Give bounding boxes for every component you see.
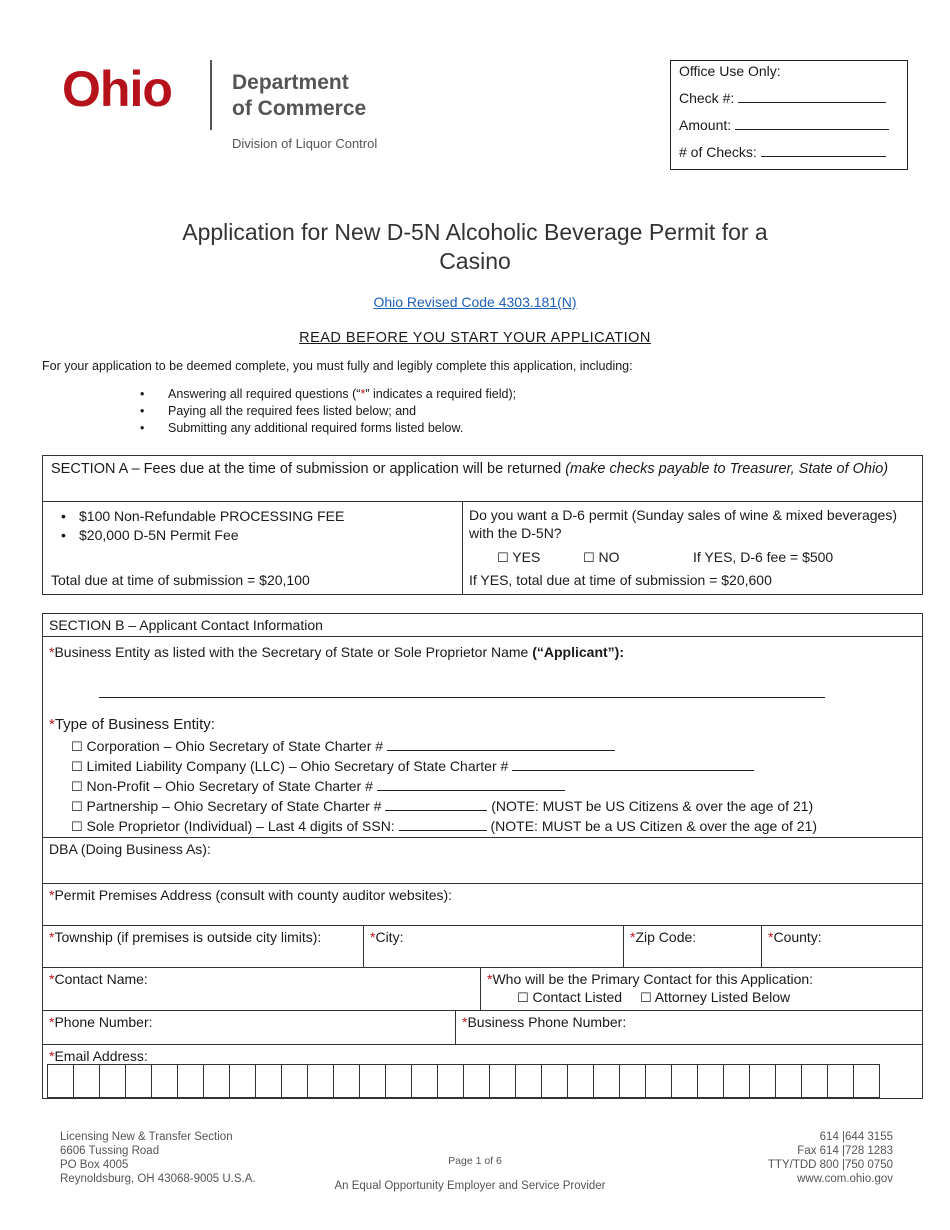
email-label: Email Address: <box>54 1048 148 1064</box>
business-entity-cell <box>42 636 923 838</box>
email-box <box>229 1064 256 1098</box>
phone-cell[interactable]: *Phone Number: <box>42 1010 456 1045</box>
amount-row: Amount: <box>679 117 889 133</box>
business-entity-field[interactable] <box>99 697 825 698</box>
corporation-charter-field[interactable] <box>387 736 615 751</box>
email-box <box>463 1064 490 1098</box>
email-box <box>255 1064 282 1098</box>
premises-label: Permit Premises Address (consult with county auditor websites): <box>54 887 453 903</box>
email-box <box>541 1064 568 1098</box>
business-phone-cell[interactable]: *Business Phone Number: <box>455 1010 923 1045</box>
checkbox[interactable]: ☐ <box>71 820 83 835</box>
email-box <box>411 1064 438 1098</box>
d6-total: If YES, total due at time of submission = $20,600 <box>469 572 772 588</box>
email-box <box>593 1064 620 1098</box>
email-cell: *Email Address: <box>42 1044 923 1099</box>
primary-contact-cell <box>480 967 923 1011</box>
fees-cell <box>43 502 463 595</box>
equal-opportunity-text: An Equal Opportunity Employer and Service Provider <box>334 1180 606 1192</box>
attorney-listed-option[interactable]: ☐ Attorney Listed Below <box>639 989 791 1006</box>
email-box <box>775 1064 802 1098</box>
email-box <box>281 1064 308 1098</box>
email-box <box>567 1064 594 1098</box>
email-box <box>333 1064 360 1098</box>
email-box <box>151 1064 178 1098</box>
email-box <box>177 1064 204 1098</box>
ohio-logo <box>62 61 172 117</box>
checkbox[interactable]: ☐ <box>71 780 83 795</box>
county-cell[interactable]: *County: <box>761 925 923 968</box>
page-title <box>0 218 950 276</box>
primary-contact-options <box>487 988 916 1008</box>
check-number-row: Check #: <box>679 90 886 106</box>
business-phone-label: Business Phone Number: <box>467 1014 627 1030</box>
footer-address-line: Reynoldsburg, OH 43068-9005 U.S.A. <box>60 1173 256 1185</box>
entity-corporation[interactable]: ☐ Corporation – Ohio Secretary of State Charter # <box>71 736 615 757</box>
county-label: County: <box>773 929 822 945</box>
email-box <box>801 1064 828 1098</box>
office-use-box <box>670 60 908 170</box>
email-box <box>697 1064 724 1098</box>
entity-llc[interactable]: ☐ Limited Liability Company (LLC) – Ohio Secretary of State Charter # <box>71 756 754 777</box>
footer-website[interactable]: www.com.ohio.gov <box>797 1173 893 1185</box>
footer-address-line: PO Box 4005 <box>60 1159 129 1171</box>
checkbox[interactable]: ☐ <box>583 551 595 566</box>
contact-name-cell[interactable]: *Contact Name: <box>42 967 481 1011</box>
zip-cell[interactable]: *Zip Code: <box>623 925 762 968</box>
premises-address-cell[interactable]: *Permit Premises Address (consult with county auditor websites): <box>42 883 923 926</box>
entity-nonprofit[interactable]: ☐ Non-Profit – Ohio Secretary of State Charter # <box>71 776 565 797</box>
primary-contact-label: *Who will be the Primary Contact for this Application: <box>487 971 814 987</box>
email-box <box>619 1064 646 1098</box>
office-use-title: Office Use Only: <box>679 63 781 79</box>
division-name: Division of Liquor Control <box>232 136 378 151</box>
email-box <box>827 1064 854 1098</box>
email-box <box>645 1064 672 1098</box>
title-line-2: Casino <box>439 248 511 274</box>
entity-partnership[interactable]: ☐ Partnership – Ohio Secretary of State Charter # (NOTE: MUST be US Citizens & over the age of 21) <box>71 798 814 815</box>
partnership-charter-field[interactable] <box>385 796 487 811</box>
footer-phone: 614 |644 3155 <box>819 1131 893 1143</box>
section-a-header: SECTION A – Fees due at the time of submission or application will be returned (make checks payable to Treasurer, State of Ohio) <box>43 456 922 502</box>
requirements-list <box>140 386 516 437</box>
email-box <box>47 1064 74 1098</box>
dba-label: DBA (Doing Business As): <box>49 841 211 857</box>
city-label: City: <box>375 929 404 945</box>
num-checks-field[interactable] <box>761 144 886 157</box>
business-entity-label: *Business Entity as listed with the Secretary of State or Sole Proprietor Name (“Applicant”): <box>49 644 624 660</box>
logo-divider <box>210 60 212 130</box>
email-box <box>385 1064 412 1098</box>
email-box <box>853 1064 880 1098</box>
amount-field[interactable] <box>735 117 889 130</box>
checkbox[interactable]: ☐ <box>71 740 83 755</box>
city-cell[interactable]: *City: <box>363 925 624 968</box>
checkbox[interactable]: ☐ <box>517 991 529 1006</box>
dept-line-2: of Commerce <box>232 97 367 120</box>
d6-yes-option[interactable]: ☐ YES <box>497 549 541 566</box>
department-name <box>232 70 366 122</box>
email-input-boxes[interactable] <box>48 1064 880 1098</box>
d6-fee: If YES, D-6 fee = $500 <box>693 549 834 565</box>
checkbox[interactable]: ☐ <box>639 991 652 1006</box>
zip-label: Zip Code: <box>635 929 697 945</box>
read-before-heading: READ BEFORE YOU START YOUR APPLICATION <box>299 330 651 346</box>
footer-tty: TTY/TDD 800 |750 0750 <box>767 1159 893 1171</box>
entity-type-label: *Type of Business Entity: <box>49 716 215 733</box>
email-box <box>73 1064 100 1098</box>
township-cell[interactable]: *Township (if premises is outside city limits): <box>42 925 364 968</box>
entity-sole-proprietor[interactable]: ☐ Sole Proprietor (Individual) – Last 4 digits of SSN: (NOTE: MUST be a US Citizen & over the age of 21) <box>71 818 818 835</box>
footer-fax: Fax 614 |728 1283 <box>797 1145 893 1157</box>
email-box <box>307 1064 334 1098</box>
d6-cell <box>463 502 922 595</box>
d6-question: Do you want a D-6 permit (Sunday sales of wine & mixed beverages) with the D-5N? <box>469 507 897 541</box>
phone-label: Phone Number: <box>54 1014 153 1030</box>
email-box <box>671 1064 698 1098</box>
logo-rest: hio <box>99 61 172 117</box>
check-number-field[interactable] <box>738 90 886 103</box>
list-item: • Answering all required questions (“*” indicates a required field); <box>140 386 516 403</box>
email-box <box>437 1064 464 1098</box>
email-box <box>359 1064 386 1098</box>
list-item: • Submitting any additional required forms listed below. <box>140 420 516 437</box>
total-due: Total due at time of submission = $20,100 <box>51 572 310 588</box>
page-number: Page 1 of 6 <box>448 1155 502 1167</box>
logo-o: O <box>62 61 100 117</box>
email-box <box>99 1064 126 1098</box>
dba-cell[interactable] <box>42 837 923 884</box>
email-box <box>749 1064 776 1098</box>
ssn-field[interactable] <box>399 816 487 831</box>
checkbox[interactable]: ☐ <box>71 800 83 815</box>
nonprofit-charter-field[interactable] <box>377 776 565 791</box>
list-item: • Paying all the required fees listed below; and <box>140 403 516 420</box>
footer-contact <box>768 1130 893 1186</box>
llc-charter-field[interactable] <box>512 756 754 771</box>
footer-address-line: Licensing New & Transfer Section <box>60 1131 233 1143</box>
num-checks-row: # of Checks: <box>679 144 886 160</box>
dept-line-1: Department <box>232 71 349 94</box>
email-box <box>203 1064 230 1098</box>
contact-name-label: Contact Name: <box>54 971 148 987</box>
contact-listed-option[interactable]: ☐ Contact Listed <box>517 989 623 1006</box>
email-box <box>125 1064 152 1098</box>
intro-text: For your application to be deemed complete, you must fully and legibly complete this application, including: <box>42 359 633 373</box>
fee-processing: • $100 Non-Refundable PROCESSING FEE <box>79 508 344 524</box>
township-label: Township (if premises is outside city limits): <box>54 929 322 945</box>
email-box <box>723 1064 750 1098</box>
footer-address-line: 6606 Tussing Road <box>60 1145 160 1157</box>
section-a <box>42 455 923 595</box>
fee-permit: • $20,000 D-5N Permit Fee <box>79 527 239 543</box>
d6-no-option[interactable]: ☐ NO <box>583 549 620 566</box>
title-line-1: Application for New D-5N Alcoholic Beverage Permit for a <box>182 219 768 245</box>
email-box <box>489 1064 516 1098</box>
orc-link[interactable]: Ohio Revised Code 4303.181(N) <box>373 294 577 310</box>
checkbox[interactable]: ☐ <box>71 760 83 775</box>
checkbox[interactable]: ☐ <box>497 551 509 566</box>
section-b-header: SECTION B – Applicant Contact Information <box>42 613 923 637</box>
email-box <box>515 1064 542 1098</box>
